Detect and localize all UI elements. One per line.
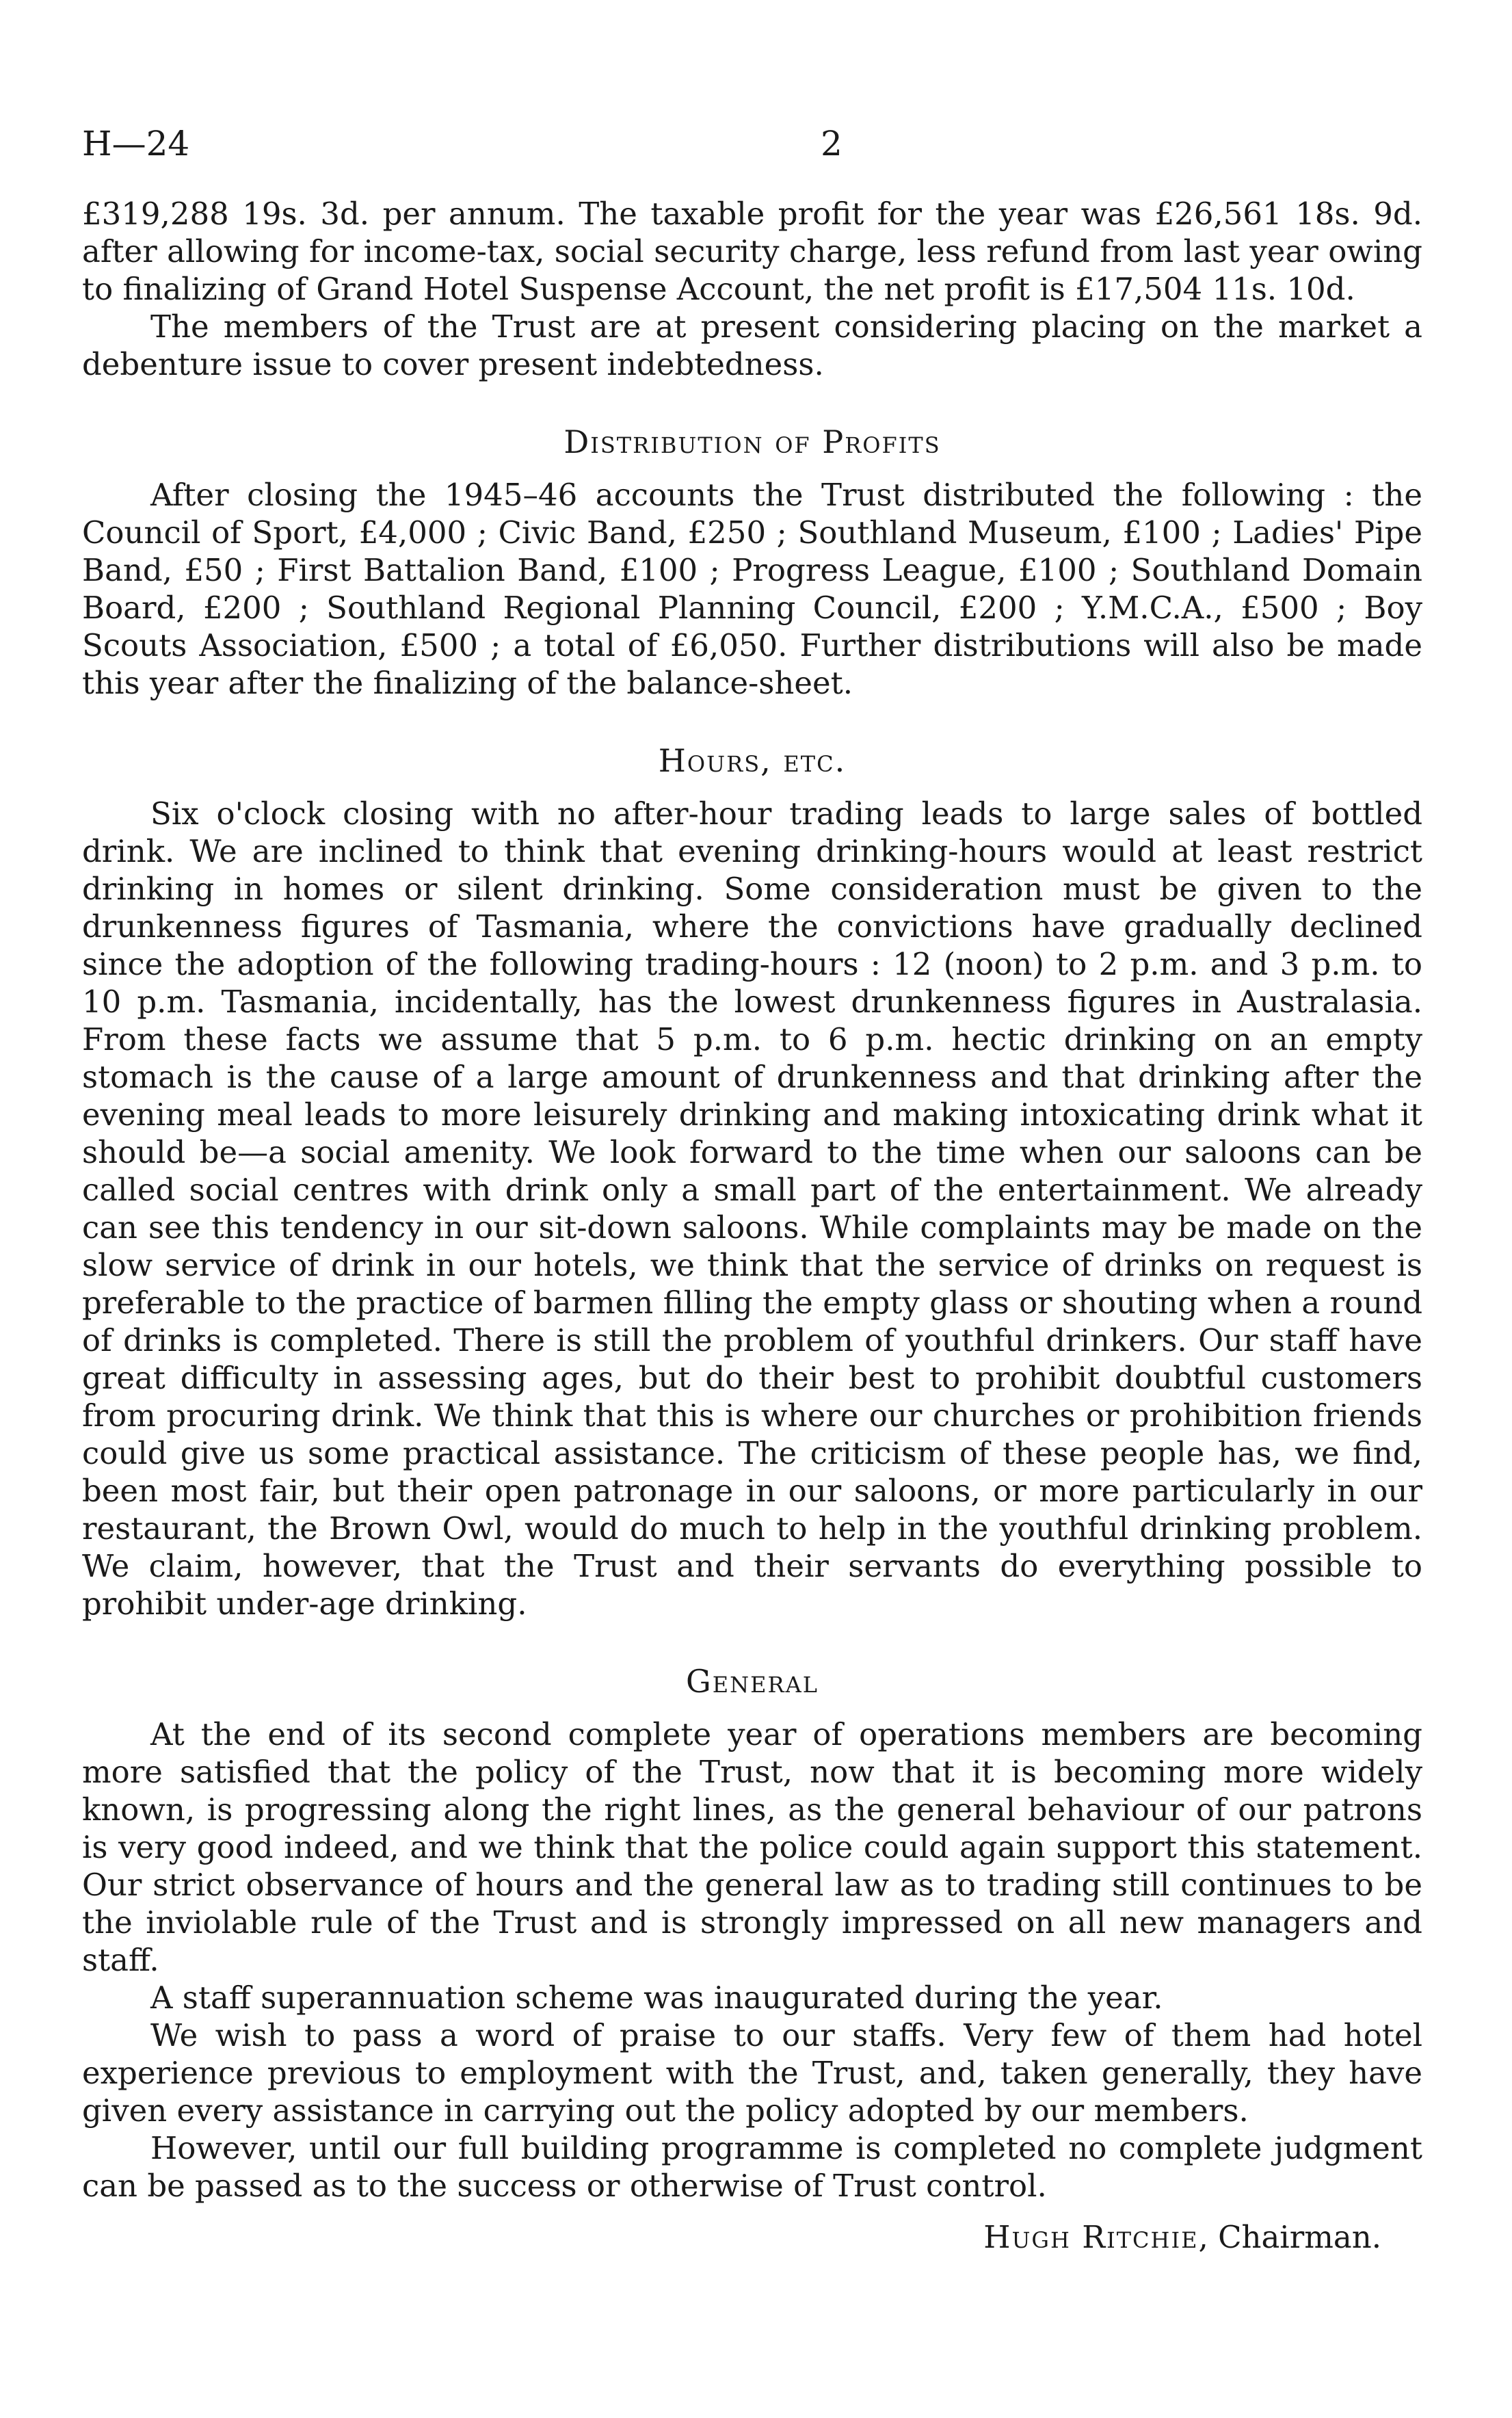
paragraph-general-4: However, until our full building programme is completed no complete judgment can be passed as to the success or otherwise of Trust control. bbox=[82, 2130, 1422, 2204]
heading-general: General bbox=[686, 1663, 819, 1700]
document-reference: H—24 bbox=[82, 124, 190, 163]
paragraph-general-3: We wish to pass a word of praise to our staffs. Very few of them had hotel experience previous to employment with the Trust, and, taken generally, they have given every assistance in carrying out the policy adopted by our members. bbox=[82, 2017, 1422, 2129]
paragraph-general-1: At the end of its second complete year of operations members are becoming more satisfied that the policy of the Trust, now that it is becoming more widely known, is progressing along the right lines, as the general behaviour of our patrons is very good indeed, and we think that the police could again support this statement. Our strict observance of hours and the general law as to trading still continues to be the inviolable rule of the Trust and is strongly impressed on all new managers and staff. bbox=[82, 1716, 1422, 1978]
paragraph-hours: Six o'clock closing with no after-hour trading leads to large sales of bottled drink. We are inclined to think that evening drinking-hours would at least restrict drinking in homes or silent drinking. Some consideration must be given to the drunkenness figures of Tasmania, where the convictions have gradually declined since the adoption of the following trading-hours : 12 (noon) to 2 p.m. and 3 p.m. to 10 p.m. Tasmania, incidentally, has the lowest drunkenness figures in Australasia. From these facts we assume that 5 p.m. to 6 p.m. hectic drinking on an empty stomach is the cause of a large amount of drunkenness and that drinking after the evening meal leads to more leisurely drinking and making intoxicating drink what it should be—a social amenity. We look forward to the time when our saloons can be called social centres with drink only a small part of the entertainment. We already can see this tendency in our sit-down saloons. While complaints may be made on the slow service of drink in our hotels, we think that the service of drinks on request is preferable to the practice of barmen filling the empty glass or shouting when a round of drinks is completed. There is still the problem of youthful drinkers. Our staff have great difficulty in assessing ages, but do their best to prohibit doubtful customers from procuring drink. We think that this is where our churches or prohibition friends could give us some practical assistance. The criticism of these people has, we find, been most fair, but their open patronage in our saloons, or more particularly in our restaurant, the Brown Owl, would do much to help in the youthful drinking problem. We claim, however, that the Trust and their servants do everything possible to prohibit under-age drinking. bbox=[82, 796, 1422, 1622]
page-number: 2 bbox=[821, 124, 843, 163]
paragraph-general-2: A staff superannuation scheme was inaugurated during the year. bbox=[150, 1980, 1163, 2016]
paragraph-debenture: The members of the Trust are at present considering placing on the market a debenture issue to cover present indebtedness. bbox=[82, 308, 1422, 382]
signatory-title: Chairman. bbox=[1218, 2219, 1381, 2255]
signature-block bbox=[82, 2218, 1422, 2256]
continued-paragraph: £319,288 19s. 3d. per annum. The taxable profit for the year was £26,561 18s. 9d. after allowing for income-tax, social security charge, less refund from last year owing to finalizing of Grand Hotel Suspense Account, the net profit is £17,504 11s. 10d. bbox=[82, 196, 1422, 307]
signature-separator: , bbox=[1198, 2219, 1219, 2255]
page-body bbox=[82, 195, 1422, 2256]
page-header bbox=[82, 120, 1422, 168]
paragraph-distribution: After closing the 1945–46 accounts the Trust distributed the following : the Council of Sport, £4,000 ; Civic Band, £250 ; Southland Museum, £100 ; Ladies' Pipe Band, £50 ; First Battalion Band, £100 ; Progress League, £100 ; Southland Domain Board, £200 ; Southland Regional Planning Council, £200 ; Y.M.C.A., £500 ; Boy Scouts Association, £500 ; a total of £6,050. Further distributions will also be made this year after the finalizing of the balance-sheet. bbox=[82, 477, 1422, 701]
signatory-name: Hugh Ritchie bbox=[983, 2219, 1199, 2255]
heading-hours-etc: Hours, etc. bbox=[658, 742, 847, 779]
heading-distribution-of-profits: Distribution of Profits bbox=[563, 423, 941, 460]
